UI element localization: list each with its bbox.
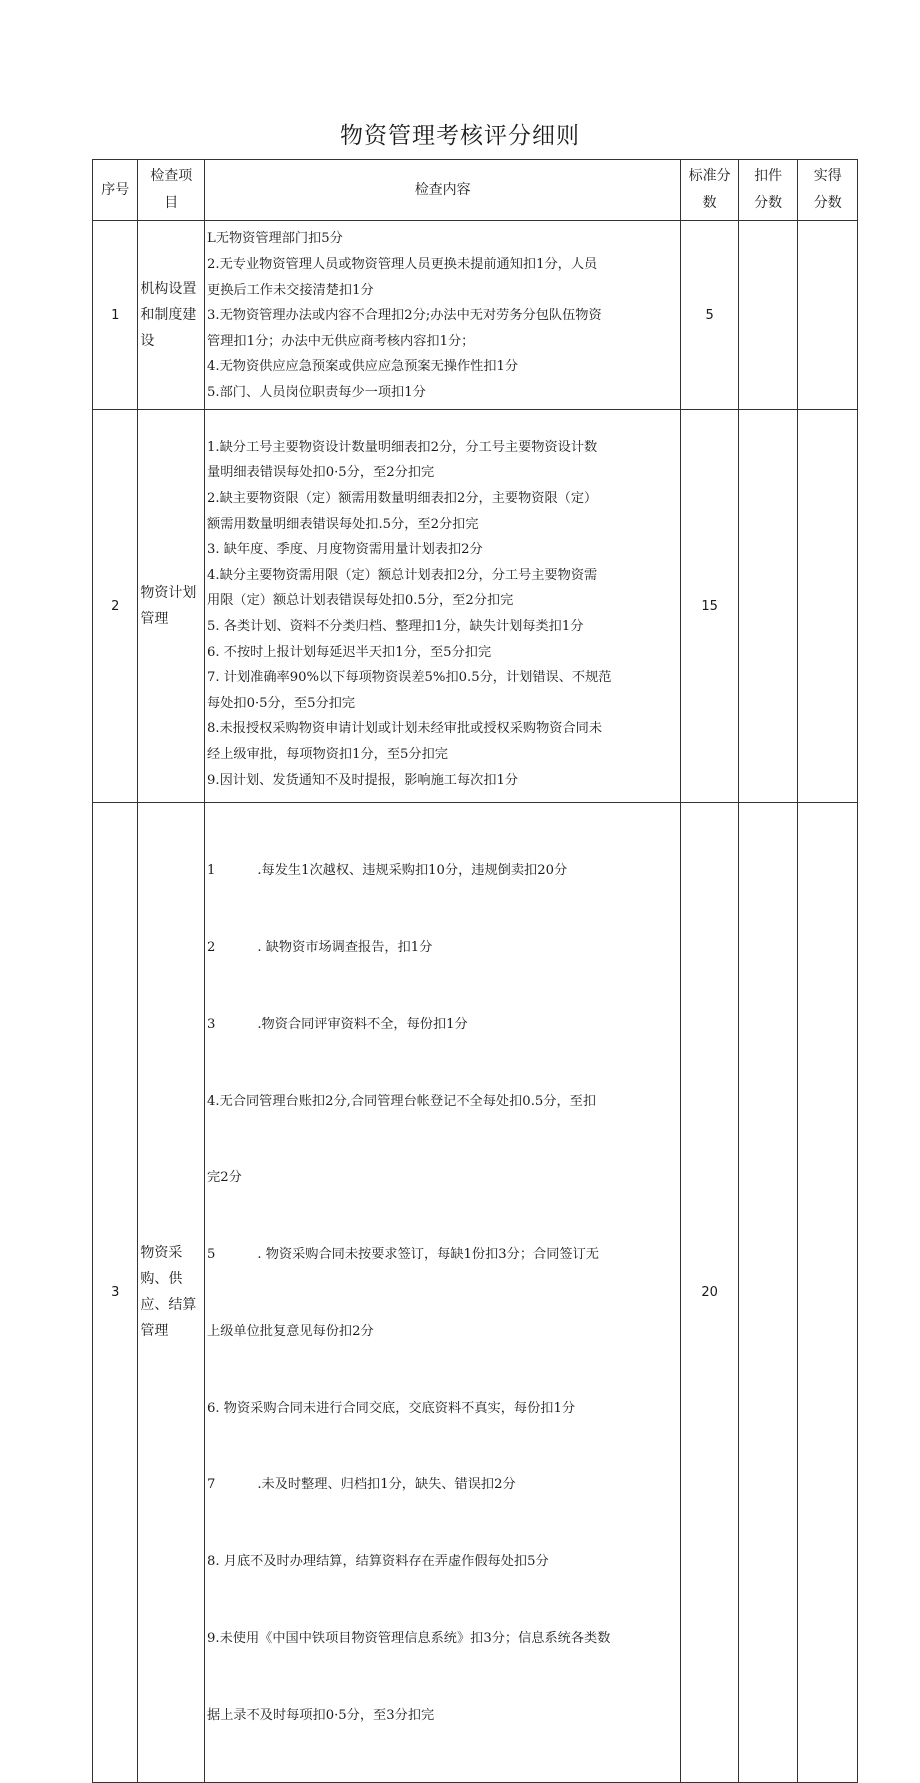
header-standard-score: 标准分 数 <box>681 160 739 221</box>
table-header-row <box>93 160 858 221</box>
header-item: 检查项 目 <box>138 160 205 221</box>
actual-score <box>798 410 858 803</box>
check-item: 物资采 购、供 应、结算 管理 <box>138 803 205 1783</box>
standard-score: 20 <box>681 803 739 1783</box>
standard-score: 5 <box>681 221 739 410</box>
actual-score <box>798 221 858 410</box>
check-item: 物资计划 管理 <box>138 410 205 803</box>
deduction-score <box>738 221 798 410</box>
check-content: 1 .每发生1次越权、违规采购扣10分，违规倒卖扣20分 2 . 缺物资市场调查报告，扣1分 3 .物资合同评审资料不全，每份扣1分 4.无合同管理台账扣2分,合同管理台帐登记不全每处扣0.5分，至扣 完2分 5 . 物资采购合同未按要求签订，每缺1份扣3分；合同签订无 上级单位批复意见每份扣2分 6. 物资采购合同未进行合同交底，交底资料不真实，每份扣1分 7 .未及时整理、归档扣1分，缺失、错误扣2分 8. 月底不及时办理结算，结算资料存在弄虚作假每处扣5分 9.未使用《中国中铁项目物资管理信息系统》扣3分；信息系统各类数 据上录不及时每项扣0·5分，至3分扣完 <box>205 803 681 1783</box>
deduction-score <box>738 803 798 1783</box>
check-content: 1.缺分工号主要物资设计数量明细表扣2分，分工号主要物资设计数 量明细表错误每处扣0·5分，至2分扣完 2.缺主要物资限（定）额需用数量明细表扣2分，主要物资限（定） 额需用数量明细表错误每处扣.5分，至2分扣完 3. 缺年度、季度、月度物资需用量计划表扣2分 4.缺分主要物资需用限（定）额总计划表扣2分，分工号主要物资需 用限（定）额总计划表错误每处扣0.5分，至2分扣完 5. 各类计划、资料不分类归档、整理扣1分，缺失计划每类扣1分 6. 不按时上报计划每延迟半天扣1分，至5分扣完 7. 计划准确率90%以下每项物资误差5%扣0.5分，计划错误、不规范 每处扣0·5分，至5分扣完 8.未报授权采购物资申请计划或计划未经审批或授权采购物资合同未 经上级审批，每项物资扣1分，至5分扣完 9.因计划、发货通知不及时提报，影响施工每次扣1分 <box>205 410 681 803</box>
table-row <box>93 410 858 803</box>
header-content: 检查内容 <box>205 160 681 221</box>
table-row <box>93 221 858 410</box>
actual-score <box>798 803 858 1783</box>
row-number: 2 <box>93 410 138 803</box>
document-title: 物资管理考核评分细则 <box>340 123 580 149</box>
header-no: 序号 <box>93 160 138 221</box>
deduction-score <box>738 410 798 803</box>
scoring-table <box>92 159 858 1783</box>
row-number: 1 <box>93 221 138 410</box>
check-content: L无物资管理部门扣5分 2.无专业物资管理人员或物资管理人员更换未提前通知扣1分，人员 更换后工作未交接清楚扣1分 3.无物资管理办法或内容不合理扣2分;办法中无对劳务分包队伍物资 管理扣1分；办法中无供应商考核内容扣1分； 4.无物资供应应急预案或供应应急预案无操作性扣1分 5.部门、人员岗位职责每少一项扣1分 <box>205 221 681 410</box>
row-number: 3 <box>93 803 138 1783</box>
header-deduction: 扣件 分数 <box>738 160 798 221</box>
check-item: 机构设置 和制度建 设 <box>138 221 205 410</box>
table-row <box>93 803 858 1783</box>
header-actual-score: 实得 分数 <box>798 160 858 221</box>
standard-score: 15 <box>681 410 739 803</box>
